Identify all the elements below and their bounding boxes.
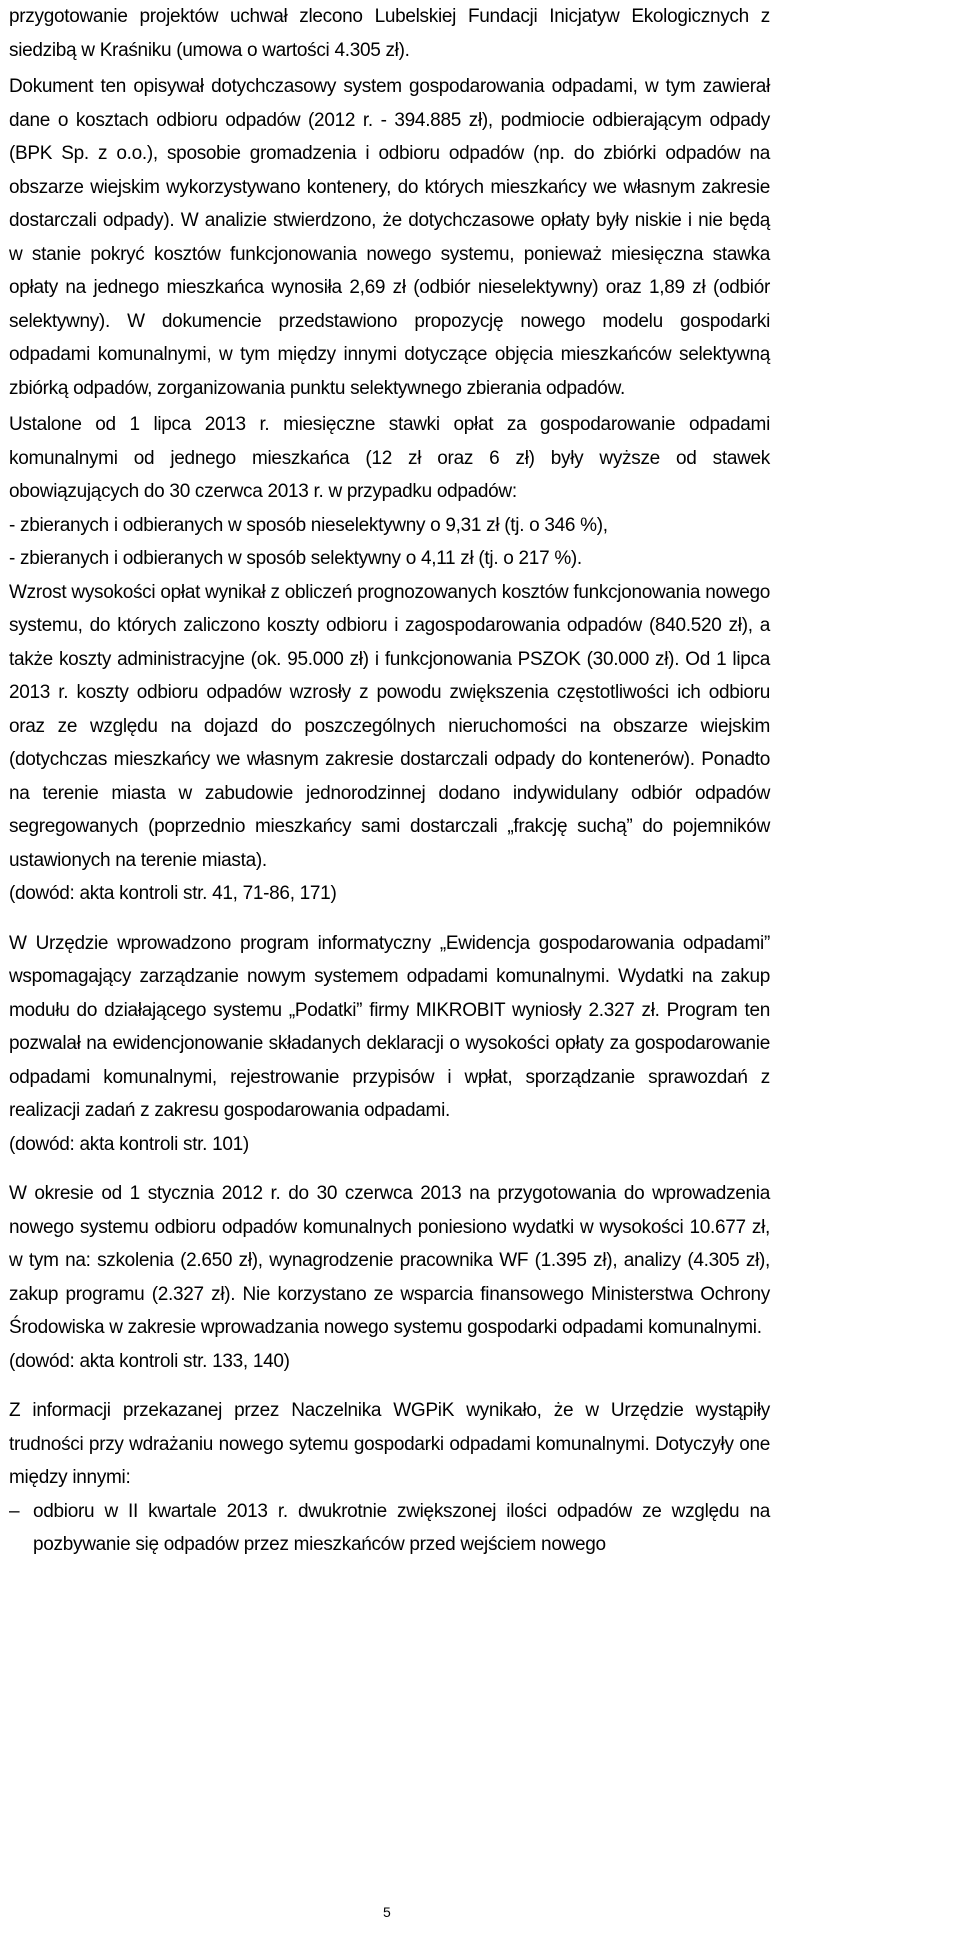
paragraph-difficulties: Z informacji przekazanej przez Naczelnika WGPiK wynikało, że w Urzędzie wystąpiły trudności przy wdrażaniu nowego sytemu gospodarki odpadami komunalnymi. Dotyczyły one między innymi:: [9, 1400, 770, 1488]
bullet-dash: –: [9, 1500, 20, 1522]
paragraph-expenses: W okresie od 1 stycznia 2012 r. do 30 czerwca 2013 na przygotowania do wprowadzenia nowego systemu odbioru odpadów komunalnych poniesiono wydatki w wysokości 10.677 zł, w tym na: szkolenia (2.650 zł), wynagrodzenie pracownika WF (1.395 zł), analizy (4.305 zł), zakup programu (2.327 zł). Nie korzystano ze wsparcia finansowego Ministerstwa Ochrony Środowiska w zakresie wprowadzania nowego systemu gospodarki odpadami komunalnymi.: [9, 1183, 770, 1338]
paragraph-analysis: Dokument ten opisywał dotychczasowy system gospodarowania odpadami, w tym zawierał dane o kosztach odbioru odpadów (2012 r. - 394.885 zł), podmiocie odbierającym odpady (BPK Sp. z o.o.), sposobie gromadzenia i odbioru odpadów (np. do zbiórki odpadów na obszarze wiejskim wykorzystywano kontenery, do których mieszkańcy we własnym zakresie dostarczali odpady). W analizie stwierdzono, że dotychczasowe opłaty były niskie i nie będą w stanie pokryć kosztów funkcjonowania nowego systemu, ponieważ miesięczna stawka opłaty na jednego mieszkańca wynosiła 2,69 zł (odbiór nieselektywny) oraz 1,89 zł (odbiór selektywny). W dokumencie przedstawiono propozycję nowego modelu gospodarki odpadami komunalnymi, w tym między innymi dotyczące objęcia mieszkańców selektywną zbiórką odpadów, zorganizowania punktu selektywnego zbierania odpadów.: [9, 76, 770, 399]
list-item: [9, 1495, 770, 1562]
evidence-note: (dowód: akta kontroli str. 133, 140): [9, 1350, 290, 1372]
evidence-note: (dowód: akta kontroli str. 101): [9, 1133, 249, 1155]
document-body: [9, 0, 770, 1562]
evidence-note: (dowód: akta kontroli str. 41, 71-86, 171): [9, 883, 337, 904]
page-number: 5: [383, 1904, 391, 1920]
paragraph-cost-increase: Wzrost wysokości opłat wynikał z obliczeń prognozowanych kosztów funkcjonowania nowego systemu, do których zaliczono koszty odbioru i zagospodarowania odpadów (840.520 zł), a także koszty administracyjne (ok. 95.000 zł) i funkcjonowania PSZOK (30.000 zł). Od 1 lipca 2013 r. koszty odbioru odpadów wzrosły z powodu zwiększenia częstotliwości ich odbioru oraz ze względu na dojazd do poszczególnych nieruchomości na obszarze wiejskim (dotychczas mieszkańcy we własnym zakresie dostarczali odpady do kontenerów). Ponadto na terenie miasta w zabudowie jednorodzinnej dodano indywidulany odbiór odpadów segregowanych (poprzednio mieszkańcy sami dostarczali „frakcję suchą” do pojemników ustawionych na terenie miasta).: [9, 581, 770, 871]
paragraph-software: W Urzędzie wprowadzono program informatyczny „Ewidencja gospodarowania odpadami” wspomagający zarządzanie nowym systemem odpadami komunalnymi. Wydatki na zakup modułu do działającego systemu „Podatki” firmy MIKROBIT wyniosły 2.327 zł. Program ten pozwalał na ewidencjonowanie składanych deklaracji o wysokości opłaty za gospodarowanie odpadami komunalnymi, rejestrowanie przypisów i wpłat, sporządzanie sprawozdań z realizacji zadań z zakresu gospodarowania odpadami.: [9, 932, 770, 1121]
rate-line-sorted: - zbieranych i odbieranych w sposób selektywny o 4,11 zł (tj. o 217 %).: [9, 548, 582, 569]
rate-line-unsorted: - zbieranych i odbieranych w sposób nieselektywny o 9,31 zł (tj. o 346 %),: [9, 514, 608, 536]
paragraph-rates: Ustalone od 1 lipca 2013 r. miesięczne stawki opłat za gospodarowanie odpadami komunalnymi od jednego mieszkańca (12 zł oraz 6 zł) były wyższe od stawek obowiązujących do 30 czerwca 2013 r. w przypadku odpadów:: [9, 414, 770, 502]
paragraph-intro: przygotowanie projektów uchwał zlecono Lubelskiej Fundacji Inicjatyw Ekologicznych z siedzibą w Kraśniku (umowa o wartości 4.305 zł).: [9, 6, 770, 61]
list-item-text: odbioru w II kwartale 2013 r. dwukrotnie zwiększonej ilości odpadów ze względu na pozbywanie się odpadów przez mieszkańców przed wejściem nowego: [33, 1500, 770, 1555]
